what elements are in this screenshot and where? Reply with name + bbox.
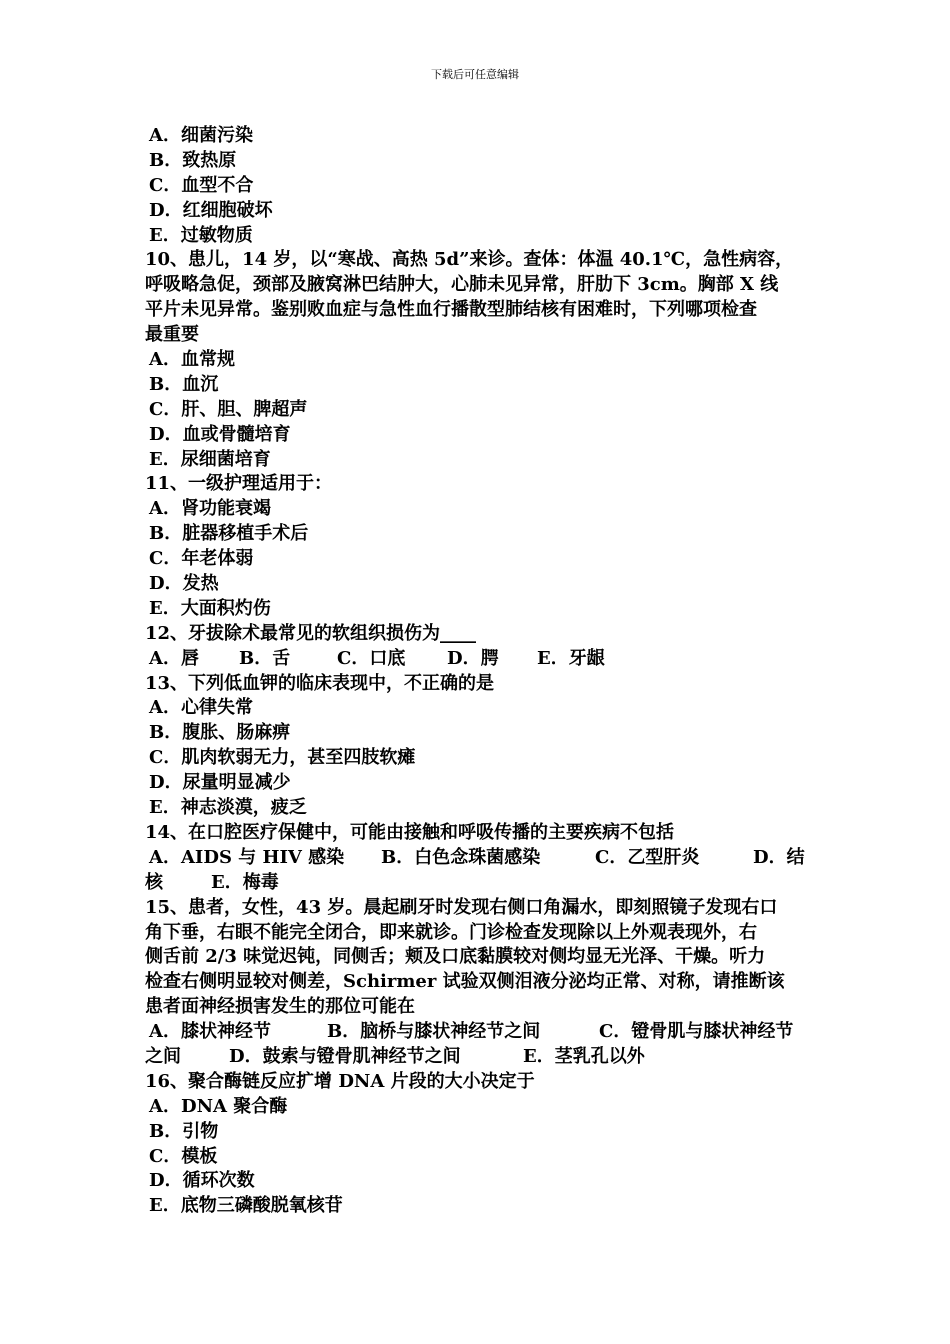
q10-option-b: B．血沉: [149, 373, 219, 395]
q9-option-a: A．细菌污染: [149, 125, 253, 146]
q14-option-c: C．乙型肝炎: [595, 846, 700, 868]
q11-option-d: D．发热: [149, 573, 219, 595]
q16-option-a: A．DNA 聚合酶: [149, 1095, 288, 1117]
q10-stem-line-2: 呼吸略急促，颈部及腋窝淋巴结肿大，心肺未见异常，肝肋下 3cm。胸部 X 线: [145, 274, 779, 296]
q11-option-a: A．肾功能衰竭: [149, 498, 271, 520]
q12-option-d: D．腭: [447, 647, 499, 669]
q13-option-a: A．心律失常: [149, 697, 253, 719]
q11-option-b: B．脏器移植手术后: [149, 523, 309, 545]
q11-option-e: E．大面积灼伤: [149, 597, 271, 619]
q10-stem-line-3: 平片未见异常。鉴别败血症与急性血行播散型肺结核有困难时，下列哪项检查: [145, 299, 757, 321]
q11-stem: 11、一级护理适用于：: [145, 473, 333, 495]
q12-option-c: C．口底: [337, 647, 406, 669]
q13-stem: 13、下列低血钾的临床表现中，不正确的是: [145, 672, 495, 694]
q10-stem-line-4: 最重要: [145, 324, 199, 346]
q16-option-d: D．循环次数: [149, 1170, 255, 1192]
q9-option-e: E．过敏物质: [149, 224, 253, 246]
q10-option-a: A．血常规: [149, 349, 235, 371]
q12-option-e: E．牙龈: [537, 647, 605, 669]
q15-option-d: D．鼓索与镫骨肌神经节之间: [229, 1045, 461, 1067]
q14-stem: 14、在口腔医疗保健中，可能由接触和呼吸传播的主要疾病不包括: [145, 821, 675, 843]
q15-stem-line-5: 患者面神经损害发生的那位可能在: [145, 996, 415, 1018]
q13-option-b: B．腹胀、肠麻痹: [149, 722, 291, 744]
q14-options-row-1: [145, 846, 809, 871]
q15-stem-line-1: 15、患者，女性，43 岁。晨起刷牙时发现右侧口角漏水，即刻照镜子发现右口: [145, 896, 778, 918]
q15-stem-line-2: 角下垂，右眼不能完全闭合，即来就诊。门诊检查发现除以上外观表现外，右: [145, 921, 757, 943]
q10-option-c: C．肝、胆、脾超声: [149, 398, 308, 420]
q12-options-row: [145, 647, 809, 672]
q12-option-a: A．唇: [149, 647, 199, 669]
q16-option-e: E．底物三磷酸脱氧核苷: [149, 1195, 343, 1217]
page-header: 下载后可任意编辑: [431, 68, 519, 81]
q10-stem-line-1: 10、患儿，14 岁，以“寒战、高热 5d”来诊。查体：体温 40.1℃，急性病容，: [145, 249, 794, 271]
document-body: [145, 124, 809, 1219]
q14-option-a: A．AIDS 与 HIV 感染: [149, 846, 345, 868]
q14-option-d-part1: D．结: [753, 846, 805, 868]
q14-option-b: B．白色念珠菌感染: [381, 846, 541, 868]
q15-stem-line-3: 侧舌前 2/3 味觉迟钝，同侧舌；颊及口底黏膜较对侧均显无光泽、干燥。听力: [145, 946, 766, 968]
q10-option-d: D．血或骨髓培育: [149, 423, 291, 445]
q14-option-e: E．梅毒: [211, 871, 279, 893]
q9-option-d: D．红细胞破坏: [149, 199, 273, 221]
q15-option-c-part2: 之间: [145, 1045, 181, 1067]
q15-options-row-1: [145, 1020, 809, 1045]
q15-option-e: E．茎乳孔以外: [523, 1045, 645, 1067]
q15-options-row-2: [145, 1045, 809, 1070]
q15-option-c-part1: C．镫骨肌与膝状神经节: [599, 1021, 794, 1043]
q16-option-b: B．引物: [149, 1120, 219, 1142]
q9-option-c: C．血型不合: [149, 174, 254, 196]
q9-option-b: B．致热原: [149, 149, 237, 171]
q12-stem: 12、牙拔除术最常见的软组织损伤为____: [145, 622, 477, 644]
q10-option-e: E．尿细菌培育: [149, 448, 271, 470]
q13-option-c: C．肌肉软弱无力，甚至四肢软瘫: [149, 747, 416, 769]
q11-option-c: C．年老体弱: [149, 548, 254, 570]
q15-stem-line-4: 检查右侧明显较对侧差，Schirmer 试验双侧泪液分泌均正常、对称，请推断该: [145, 971, 785, 993]
q15-option-a: A．膝状神经节: [149, 1021, 271, 1043]
q14-option-d-part2: 核: [145, 871, 163, 893]
q14-options-row-2: [145, 871, 809, 896]
q16-option-c: C．模板: [149, 1145, 218, 1167]
q12-option-b: B．舌: [239, 647, 291, 669]
q13-option-e: E．神志淡漠，疲乏: [149, 797, 307, 819]
q13-option-d: D．尿量明显减少: [149, 772, 291, 794]
q16-stem: 16、聚合酶链反应扩增 DNA 片段的大小决定于: [145, 1070, 535, 1092]
q15-option-b: B．脑桥与膝状神经节之间: [327, 1021, 541, 1043]
